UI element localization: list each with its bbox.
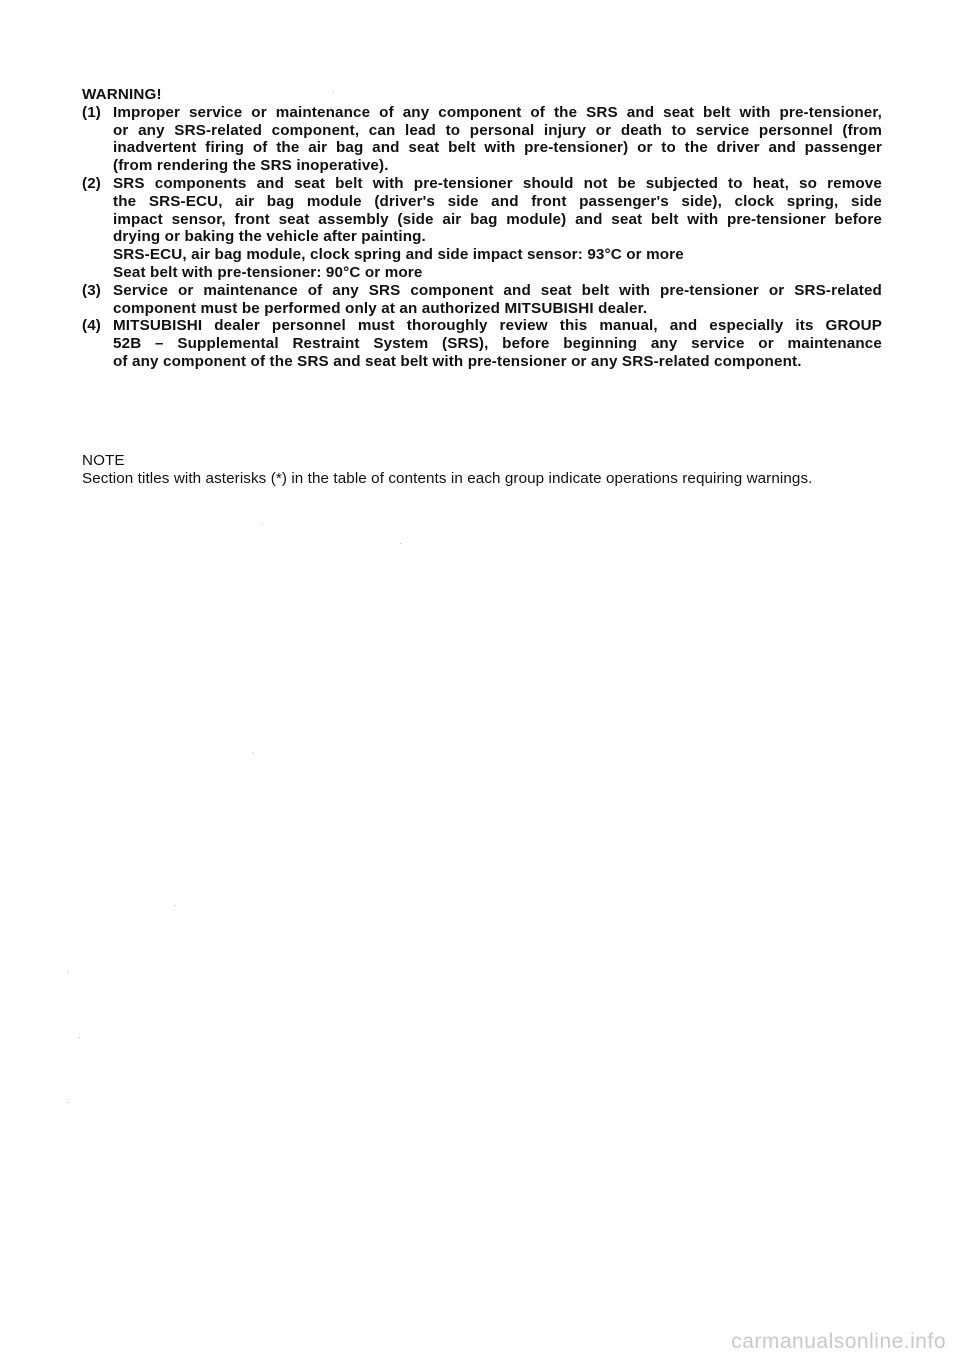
warning-item-text — [113, 282, 882, 318]
warning-item-text — [113, 175, 882, 282]
warning-item-3 — [82, 282, 882, 318]
text-line: inadvertent firing of the air bag and seat belt with pre-tensioner) or to the driver and passenger — [113, 139, 882, 157]
note-text: Section titles with asterisks (*) in the table of contents in each group indicate operations requiring warnings. — [82, 470, 813, 487]
text-line: of any component of the SRS and seat belt with pre-tensioner or any SRS-related component. — [113, 352, 802, 370]
warning-item-1 — [82, 104, 882, 175]
warning-item-number: (1) — [82, 103, 102, 121]
warning-item-number: (2) — [82, 174, 102, 192]
scan-speck — [333, 91, 334, 92]
scan-speck — [400, 543, 401, 544]
warning-item-number: (3) — [82, 281, 102, 299]
text-line: Service or maintenance of any SRS component and seat belt with pre-tensioner or SRS-related — [113, 281, 882, 299]
text-line: impact sensor, front seat assembly (side air bag module) and seat belt with pre-tensioner before — [113, 210, 882, 228]
text-line: SRS components and seat belt with pre-tensioner should not be subjected to heat, so remove — [113, 174, 882, 192]
warning-item-2 — [82, 175, 882, 282]
text-line: (from rendering the SRS inoperative). — [113, 157, 389, 175]
text-line: component must be performed only at an authorized MITSUBISHI dealer. — [113, 299, 648, 317]
scan-speck — [175, 905, 176, 906]
scan-speck — [253, 752, 254, 753]
warning-item-4 — [82, 317, 882, 370]
text-line: or any SRS-related component, can lead to personal injury or death to service personnel (from — [113, 121, 882, 139]
text-line: 52B – Supplemental Restraint System (SRS), before beginning any service or maintenance — [113, 335, 882, 353]
scan-speck — [67, 1102, 68, 1103]
text-line: drying or baking the vehicle after painting. — [113, 228, 426, 246]
warning-item-number: (4) — [82, 317, 102, 335]
scan-speck — [67, 971, 68, 972]
temperature-spec-line: Seat belt with pre-tensioner: 90°C or more — [113, 263, 423, 281]
warning-item-text — [113, 317, 882, 370]
warning-item-text — [113, 104, 882, 175]
text-line: MITSUBISHI dealer personnel must thoroughly review this manual, and especially its GROUP — [113, 317, 882, 335]
temperature-spec-line: SRS-ECU, air bag module, clock spring and side impact sensor: 93°C or more — [113, 246, 684, 264]
note-title: NOTE — [82, 452, 125, 469]
scan-speck — [262, 524, 263, 525]
text-line: Improper service or maintenance of any component of the SRS and seat belt with pre-tensioner, — [113, 103, 882, 121]
scan-speck — [79, 1037, 80, 1038]
site-watermark: carmanualsonline.info — [731, 1330, 946, 1353]
note-section — [82, 452, 882, 488]
text-line: the SRS-ECU, air bag module (driver's side and front passenger's side), clock spring, side — [113, 192, 882, 210]
warning-title: WARNING! — [82, 86, 162, 103]
warning-section — [82, 86, 882, 371]
